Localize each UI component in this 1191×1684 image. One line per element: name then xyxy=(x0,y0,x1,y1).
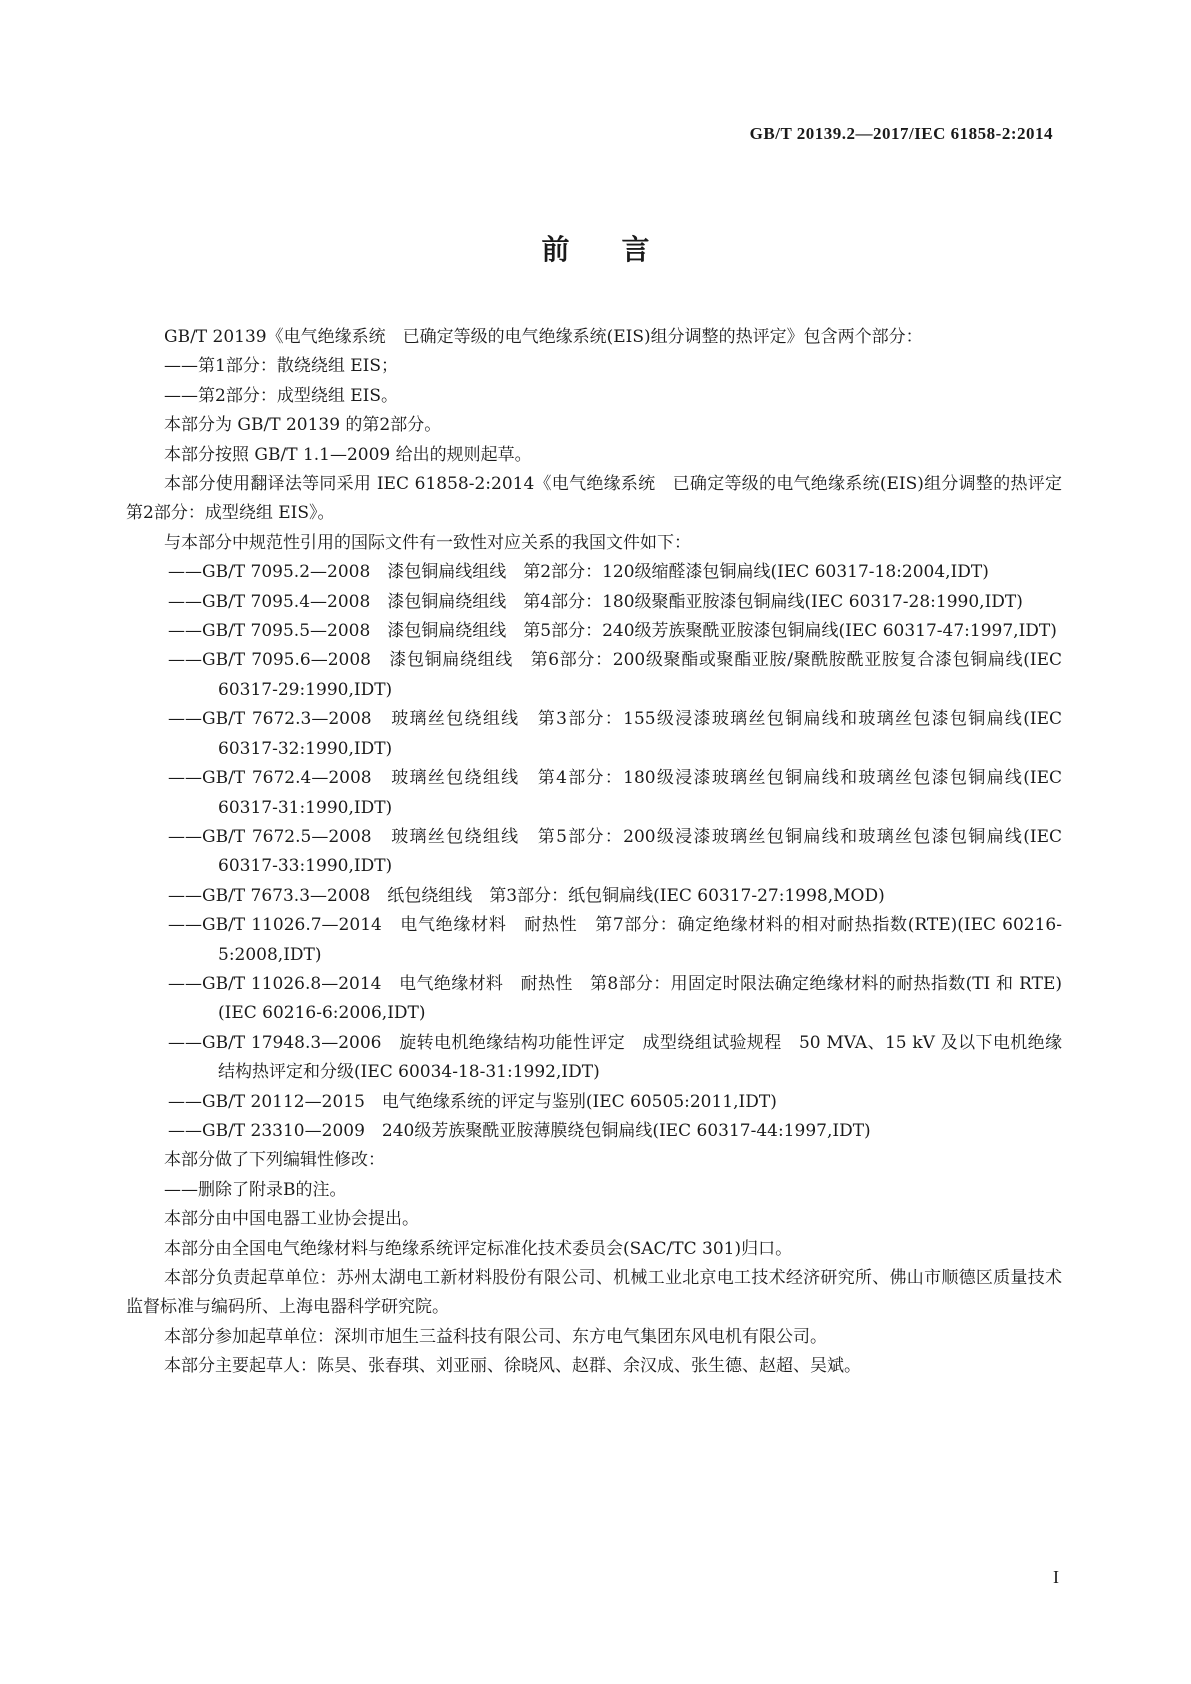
part-list-item: ——第2部分：成型绕组 EIS。 xyxy=(164,385,398,406)
title-char-2: 言 xyxy=(621,233,650,266)
closing-paragraph: 本部分主要起草人：陈昊、张春琪、刘亚丽、徐晓风、赵群、余汉成、张生德、赵超、吴斌。 xyxy=(164,1356,861,1377)
edit-item: ——删除了附录B的注。 xyxy=(164,1179,347,1200)
paragraph: 本部分使用翻译法等同采用 IEC 61858-2:2014《电气绝缘系统 已确定等级的电气绝缘系统(EIS)组分调整的热评定 第2部分：成型绕组 EIS》。 xyxy=(126,474,1079,524)
closing-paragraph: 本部分由中国电器工业协会提出。 xyxy=(164,1209,419,1230)
reference-item: ——GB/T 11026.8—2014 电气绝缘材料 耐热性 第8部分：用固定时限法确定绝缘材料的耐热指数(TI 和 RTE)(IEC 60216-6:2006,IDT) xyxy=(168,973,1062,1024)
closing-paragraph: 本部分由全国电气绝缘材料与绝缘系统评定标准化技术委员会(SAC/TC 301)归口。 xyxy=(164,1238,793,1259)
foreword-body xyxy=(126,323,1079,1382)
closing-paragraph: 本部分参加起草单位：深圳市旭生三益科技有限公司、东方电气集团东风电机有限公司。 xyxy=(164,1326,827,1347)
reference-item: ——GB/T 7672.3—2008 玻璃丝包绕组线 第3部分：155级浸漆玻璃丝包铜扁线和玻璃丝包漆包铜扁线(IEC 60317-32:1990,IDT) xyxy=(168,709,1062,759)
reference-item: ——GB/T 7673.3—2008 纸包绕组线 第3部分：纸包铜扁线(IEC 60317-27:1998,MOD) xyxy=(168,885,885,906)
paragraph: 本部分为 GB/T 20139 的第2部分。 xyxy=(164,415,442,436)
reference-item: ——GB/T 7095.6—2008 漆包铜扁绕组线 第6部分：200级聚酯或聚酯亚胺/聚酰胺酰亚胺复合漆包铜扁线(IEC 60317-29:1990,IDT) xyxy=(168,650,1062,700)
closing-paragraph: 本部分负责起草单位：苏州太湖电工新材料股份有限公司、机械工业北京电工技术经济研究所、佛山市顺德区质量技术监督标准与编码所、上海电器科学研究院。 xyxy=(126,1268,1062,1318)
reference-item: ——GB/T 7095.2—2008 漆包铜扁线组线 第2部分：120级缩醛漆包铜扁线(IEC 60317-18:2004,IDT) xyxy=(168,562,989,583)
document-header-code: GB/T 20139.2—2017/IEC 61858-2:2014 xyxy=(749,124,1053,143)
reference-item: ——GB/T 23310—2009 240级芳族聚酰亚胺薄膜绕包铜扁线(IEC 60317-44:1997,IDT) xyxy=(168,1120,871,1141)
edits-intro: 本部分做了下列编辑性修改： xyxy=(164,1150,385,1171)
reference-item: ——GB/T 7672.5—2008 玻璃丝包绕组线 第5部分：200级浸漆玻璃丝包铜扁线和玻璃丝包漆包铜扁线(IEC 60317-33:1990,IDT) xyxy=(168,826,1062,877)
page-number: I xyxy=(1053,1567,1059,1587)
page-title xyxy=(0,228,1191,268)
intro-paragraph: GB/T 20139《电气绝缘系统 已确定等级的电气绝缘系统(EIS)组分调整的热评定》包含两个部分： xyxy=(164,327,923,347)
reference-item: ——GB/T 17948.3—2006 旋转电机绝缘结构功能性评定 成型绕组试验规程 50 MVA、15 kV 及以下电机绝缘结构热评定和分级(IEC 60034-18-31:1992,IDT) xyxy=(168,1032,1062,1083)
reference-item: ——GB/T 7095.5—2008 漆包铜扁绕组线 第5部分：240级芳族聚酰亚胺漆包铜扁线(IEC 60317-47:1997,IDT) xyxy=(168,621,1057,642)
reference-item: ——GB/T 7095.4—2008 漆包铜扁绕组线 第4部分：180级聚酯亚胺漆包铜扁线(IEC 60317-28:1990,IDT) xyxy=(168,591,1023,612)
paragraph: 本部分按照 GB/T 1.1—2009 给出的规则起草。 xyxy=(164,444,532,465)
part-list-item: ——第1部分：散绕绕组 EIS； xyxy=(164,356,398,377)
reference-item: ——GB/T 20112—2015 电气绝缘系统的评定与鉴别(IEC 60505:2011,IDT) xyxy=(168,1091,777,1112)
paragraph: 与本部分中规范性引用的国际文件有一致性对应关系的我国文件如下： xyxy=(164,532,691,553)
reference-item: ——GB/T 11026.7—2014 电气绝缘材料 耐热性 第7部分：确定绝缘材料的相对耐热指数(RTE)(IEC 60216-5:2008,IDT) xyxy=(168,915,1062,965)
reference-item: ——GB/T 7672.4—2008 玻璃丝包绕组线 第4部分：180级浸漆玻璃丝包铜扁线和玻璃丝包漆包铜扁线(IEC 60317-31:1990,IDT) xyxy=(168,768,1062,818)
title-char-1: 前 xyxy=(541,233,570,266)
